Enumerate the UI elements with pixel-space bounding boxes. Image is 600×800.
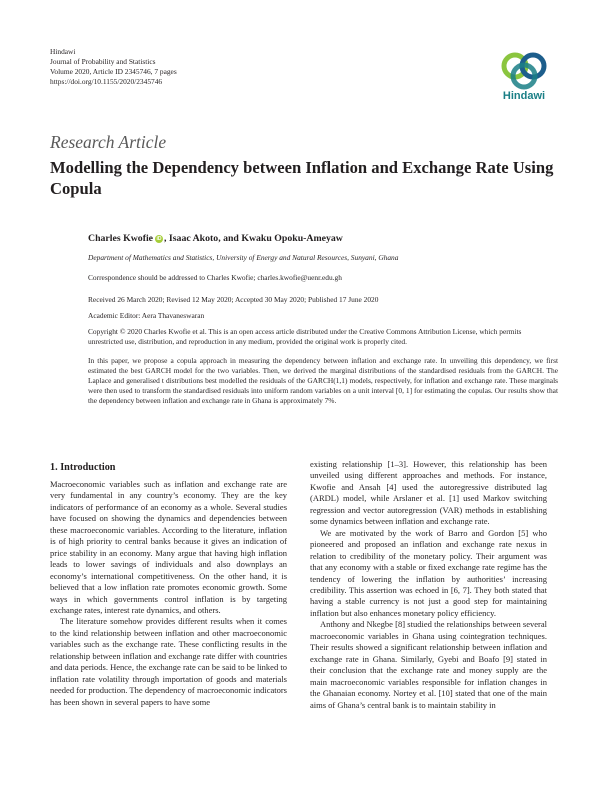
- correspondence: Correspondence should be addressed to Charles Kwofie; charles.kwofie@uenr.edu.gh: [88, 273, 342, 282]
- left-column: [50, 479, 287, 708]
- other-authors: , Isaac Akoto, and Kwaku Opoku-Ameyaw: [164, 233, 343, 244]
- paragraph: Anthony and Nkegbe [8] studied the relationships between several macroeconomic variables in Ghana using cointegration techniques. Their results showed a significant relationship between inflation and exchange rate in Ghana. Similarly, Gyebi and Boafo [9] stated in their conclusion that the exchange rate and money supply are the main macroeconomic variables responsible for inflation changes in the Ghanaian economy. Nortey et al. [10] stated that one of the main aims of Ghana’s central bank is to maintain stability in: [310, 619, 547, 710]
- right-column: [310, 459, 547, 711]
- article-type: Research Article: [50, 132, 167, 152]
- publisher-name: Hindawi: [50, 47, 76, 56]
- academic-editor: Academic Editor: Aera Thavaneswaran: [88, 311, 205, 320]
- article-dates: Received 26 March 2020; Revised 12 May 2020; Accepted 30 May 2020; Published 17 June 2020: [88, 295, 379, 304]
- article-title: Modelling the Dependency between Inflation and Exchange Rate Using Copula: [50, 158, 554, 198]
- paragraph: We are motivated by the work of Barro and Gordon [5] who pioneered and proposed an inflation and exchange rate nexus in relation to credibility of the monetary policy. Their argument was that any economy with a stable or fixed exchange rate regime has the tendency of lowering the inflation by authorities’ increasing credibility. This assertion was echoed in [6, 7]. They both stated that having a stable currency is not just a good step for maintaining inflation but also enhances monetary policy efficiency.: [310, 527, 547, 618]
- section-heading: 1. Introduction: [50, 462, 116, 473]
- affiliation: Department of Mathematics and Statistics, University of Energy and Natural Resources, Sunyani, Ghana: [88, 253, 399, 262]
- author-list: [88, 233, 343, 244]
- volume-info: Volume 2020, Article ID 2345746, 7 pages: [50, 67, 177, 76]
- abstract: In this paper, we propose a copula approach in measuring the dependency between inflation and exchange rate. In unveiling this dependency, we first estimated the best GARCH model for the two variables. Then, we derived the marginal distributions of the standardised residuals from the GARCH. The Laplace and generalised t distributions best modelled the residuals of the GARCH(1,1) models, respectively, for inflation and exchange rate. These marginals were then used to transform the standardised residuals into uniform random variables on a unit interval [0, 1] for estimating the copulas. Our results show that the dependency between inflation and exchange rate in Ghana is approximately 7%.: [88, 356, 558, 405]
- journal-info: [50, 47, 177, 87]
- paragraph: The literature somehow provides different results when it comes to the kind relationship between inflation and other macroeconomic variables such as the exchange rate. These conflicting results in the relationship between inflation and exchange rate differ with countries and data periods. Hence, the exchange rate can be said to be linked to inflation rate volatility through importation of goods and materials needed for production. The dependency of macroeconomic indicators has been shown in several papers to have some: [50, 616, 287, 707]
- journal-name: Journal of Probability and Statistics: [50, 57, 156, 66]
- doi-link[interactable]: https://doi.org/10.1155/2020/2345746: [50, 77, 163, 86]
- orcid-icon[interactable]: iD: [156, 236, 162, 242]
- paragraph: existing relationship [1–3]. However, this relationship has been unveiled using different approaches and methods. For instance, Kwofie and Ansah [4] used the autoregressive distributed lag (ARDL) model, while Arslaner et al. [1] used Markov switching regression and vector autoregression (VAR) methods in establishing some dynamics between inflation and exchange rate.: [310, 459, 547, 527]
- copyright-notice: Copyright © 2020 Charles Kwofie et al. This is an open access article distributed under the Creative Commons Attribution License, which permits unrestricted use, distribution, and reproduction in any medium, provided the original work is properly cited.: [88, 327, 522, 346]
- paragraph: Macroeconomic variables such as inflation and exchange rate are very fundamental in any country’s economy. They are the key indicators of performance of an economy as a whole. Several studies have focused on showing the dynamics and dependencies between these macroeconomic variables. According to the literature, inflation is of high priority to central banks because it gives an indication of price stability in an economy. Many argue that having high inflation leads to lower savings of individuals and also downplays an economy’s international competitiveness. On the other hand, it is believed that a low inflation rate promotes economic growth. Some ways in which governments control inflation is by targeting exchange rates, interest rate dynamics, and others.: [50, 479, 287, 615]
- author-name[interactable]: Charles Kwofie: [88, 233, 154, 244]
- hindawi-logo-text: Hindawi: [502, 90, 546, 102]
